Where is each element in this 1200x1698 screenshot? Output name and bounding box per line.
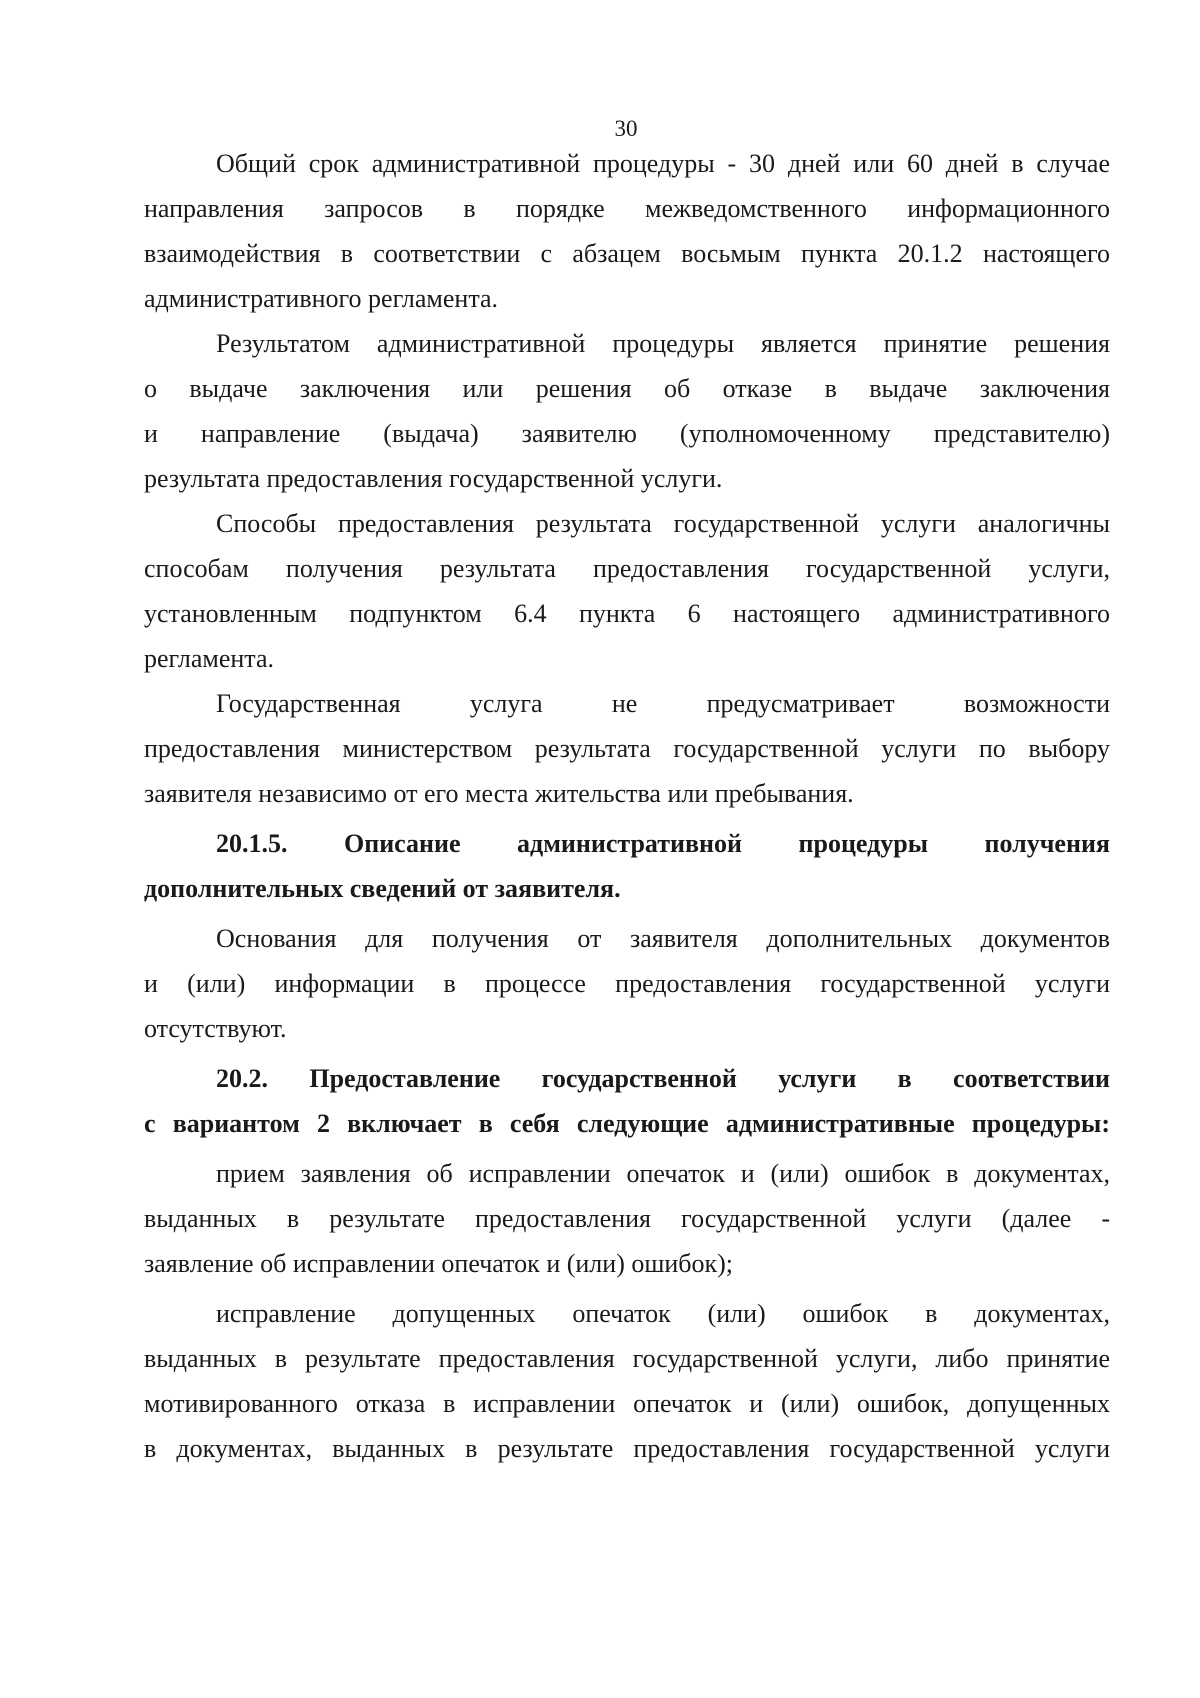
text-line: административного регламента. — [144, 284, 499, 313]
text-line: установленным подпунктом 6.4 пункта 6 настоящего административного — [144, 599, 1110, 628]
text-line: предоставления министерством результата государственной услуги по выбору — [144, 734, 1110, 763]
text-line: Результатом административной процедуры является принятие решения — [216, 329, 1110, 358]
text-line: регламента. — [144, 644, 275, 673]
text-line: способам получения результата предоставления государственной услуги, — [144, 554, 1110, 583]
text-line: заявление об исправлении опечаток и (или) ошибок); — [144, 1249, 734, 1278]
text-line: и (или) информации в процессе предоставления государственной услуги — [144, 969, 1110, 998]
text-line: 20.2. Предоставление государственной услуги в соответствии — [216, 1064, 1110, 1093]
text-line: взаимодействия в соответствии с абзацем восьмым пункта 20.1.2 настоящего — [144, 239, 1110, 268]
text-line: прием заявления об исправлении опечаток и (или) ошибок в документах, — [216, 1159, 1110, 1188]
text-line: о выдаче заключения или решения об отказе в выдаче заключения — [144, 374, 1110, 403]
text-line: дополнительных сведений от заявителя. — [144, 874, 621, 903]
text-line: Общий срок административной процедуры - 30 дней или 60 дней в случае — [216, 149, 1110, 178]
text-line: и направление (выдача) заявителю (уполномоченному представителю) — [144, 419, 1110, 448]
text-line: Государственная услуга не предусматривает возможности — [216, 689, 1110, 718]
text-line: выданных в результате предоставления государственной услуги (далее - — [144, 1204, 1110, 1233]
text-line: заявителя независимо от его места жительства или пребывания. — [144, 779, 854, 808]
text-line: мотивированного отказа в исправлении опечаток и (или) ошибок, допущенных — [144, 1389, 1110, 1418]
text-line: выданных в результате предоставления государственной услуги, либо принятие — [144, 1344, 1110, 1373]
text-line: Основания для получения от заявителя дополнительных документов — [216, 924, 1110, 953]
text-line: с вариантом 2 включает в себя следующие административные процедуры: — [144, 1109, 1110, 1138]
page-number: 30 — [614, 116, 638, 141]
text-line: результата предоставления государственной услуги. — [144, 464, 723, 493]
text-line: в документах, выданных в результате предоставления государственной услуги — [144, 1434, 1110, 1463]
text-line: отсутствуют. — [144, 1014, 287, 1043]
text-line: Способы предоставления результата государственной услуги аналогичны — [216, 509, 1110, 538]
text-line: 20.1.5. Описание административной процедуры получения — [216, 829, 1110, 858]
text-line: исправление допущенных опечаток (или) ошибок в документах, — [216, 1299, 1110, 1328]
text-line: направления запросов в порядке межведомственного информационного — [144, 194, 1110, 223]
